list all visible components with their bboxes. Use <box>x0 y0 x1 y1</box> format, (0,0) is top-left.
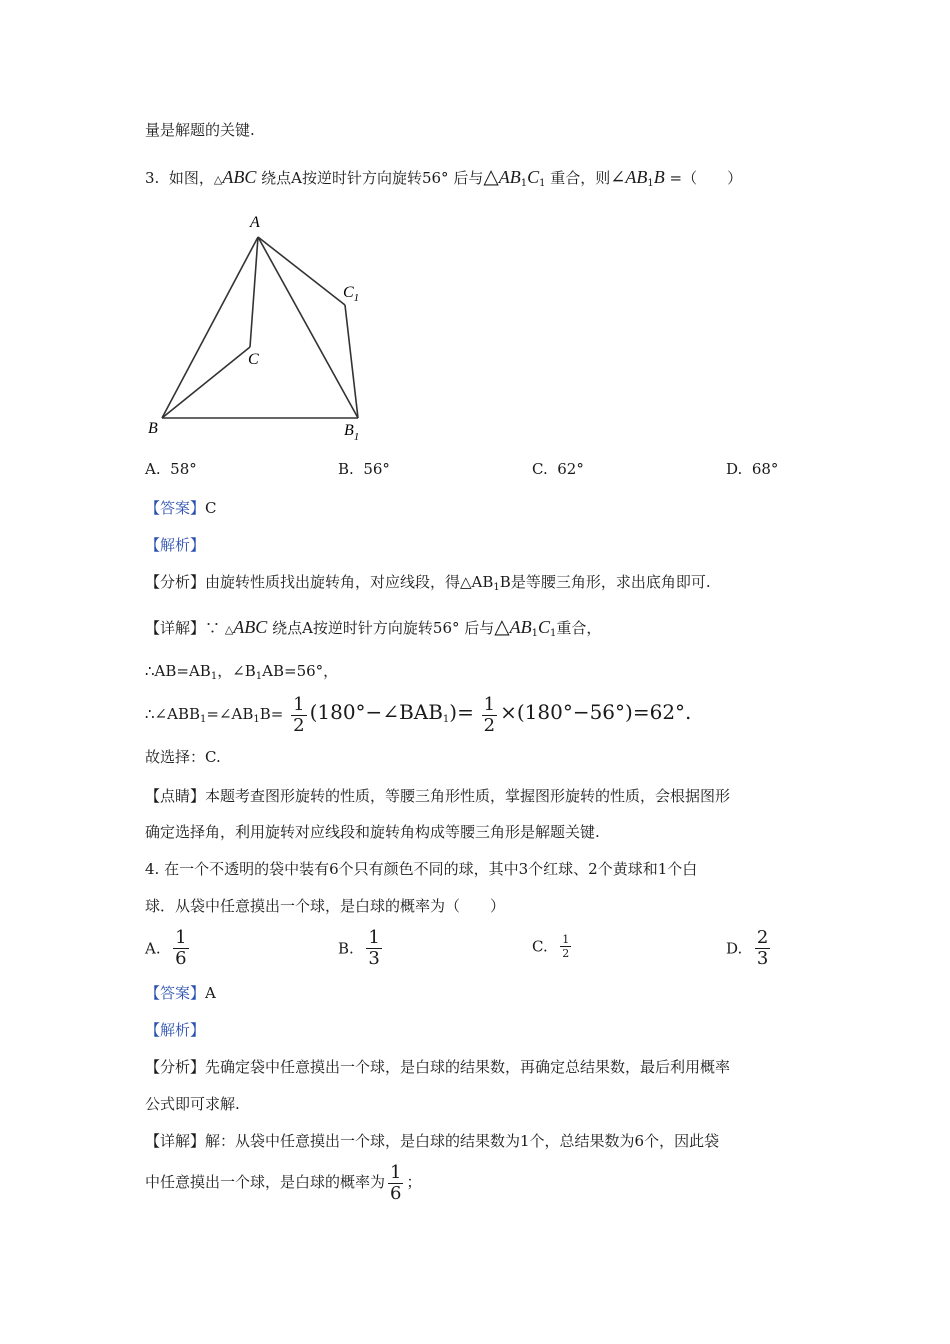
q3-step-2: $\therefore\angle ABB_1=\angle AB_1B=$ $\frac{1}{2}$ $(180^\circ-\angle BAB_1)=$ $\frac{1}{2}$ ×(180°−56°)=62°. <box>145 693 692 736</box>
q4-option-c: C. $\frac{1}{2}$ <box>532 933 570 960</box>
label-a: A <box>250 214 260 231</box>
segment-ac <box>250 237 258 347</box>
fraction-half-2: $\frac{1}{2}$ <box>483 693 496 736</box>
q4-option-a: A. $\frac{1}{6}$ <box>145 927 187 969</box>
q4-answer: 【答案】A <box>145 984 216 1002</box>
q3-option-d: D. 68° <box>726 460 779 478</box>
question-3-stem: 3. 如图，△ABC 绕点A按逆时针方向旋转56° 后与$\triangle AB_1C_1$ 重合，则$\angle AB_1B$ =（ ） <box>145 164 743 189</box>
q3-analysis-tag: 【解析】 <box>145 536 206 554</box>
q3-option-a: A. 58° <box>145 460 197 478</box>
fraction-one-sixth: $\frac{1}{6}$ <box>390 1161 402 1204</box>
label-c: C <box>248 351 259 368</box>
q3-option-c: C. 62° <box>532 460 584 478</box>
q3-dianjing-2: 确定选择角，利用旋转对应线段和旋转角构成等腰三角形是解题关键. <box>145 823 600 841</box>
label-b: B <box>148 420 158 437</box>
q4-option-b: B. $\frac{1}{3}$ <box>338 927 380 969</box>
segment-ac1 <box>258 237 345 305</box>
question-4-stem-1: 4. 在一个不透明的袋中装有6个只有颜色不同的球，其中3个红球、2个黄球和1个白 <box>145 860 698 878</box>
fraction-half: $\frac{1}{2}$ <box>293 693 305 736</box>
q3-answer: 【答案】C <box>145 499 217 517</box>
rotation-figure <box>140 205 380 450</box>
segment-ab1 <box>258 237 358 418</box>
label-c1: $C_1$ <box>343 284 360 304</box>
q3-dianjing-1: 【点睛】本题考查图形旋转的性质，等腰三角形性质，掌握图形旋转的性质，会根据图形 <box>145 787 731 805</box>
q4-fenxi-2: 公式即可求解. <box>145 1095 240 1113</box>
q3-step-1: $\therefore AB=AB_1$，$\angle B_1AB=56^\circ$， <box>145 662 339 682</box>
q3-xiangjie: 【详解】∵ △ABC 绕点A按逆时针方向旋转56° 后与$\triangle AB_1C_1$重合， <box>145 614 602 639</box>
q4-analysis-tag: 【解析】 <box>145 1021 206 1039</box>
question-4-stem-2: 球．从袋中任意摸出一个球，是白球的概率为（ ） <box>145 897 506 915</box>
segment-c1b1 <box>345 305 358 418</box>
q3-option-b: B. 56° <box>338 460 390 478</box>
q3-choose: 故选择：C. <box>145 748 221 766</box>
q4-fenxi-1: 【分析】先确定袋中任意摸出一个球，是白球的结果数，再确定总结果数，最后利用概率 <box>145 1058 731 1076</box>
q4-option-d: D. $\frac{2}{3}$ <box>726 927 769 969</box>
label-b1: $B_1$ <box>344 422 360 443</box>
segment-cb <box>162 347 250 418</box>
paragraph-continuation: 量是解题的关键. <box>145 121 255 139</box>
q3-fenxi: 【分析】由旋转性质找出旋转角，对应线段，得$\triangle AB_1B$是等腰三角形，求出底角即可. <box>145 573 711 593</box>
q4-xiangjie-2: 中任意摸出一个球，是白球的概率为 $\frac{1}{6}$ ； <box>145 1161 422 1204</box>
segment-ab <box>162 237 258 418</box>
q4-xiangjie-1: 【详解】解：从袋中任意摸出一个球，是白球的结果数为1个，总结果数为6个，因此袋 <box>145 1132 720 1150</box>
